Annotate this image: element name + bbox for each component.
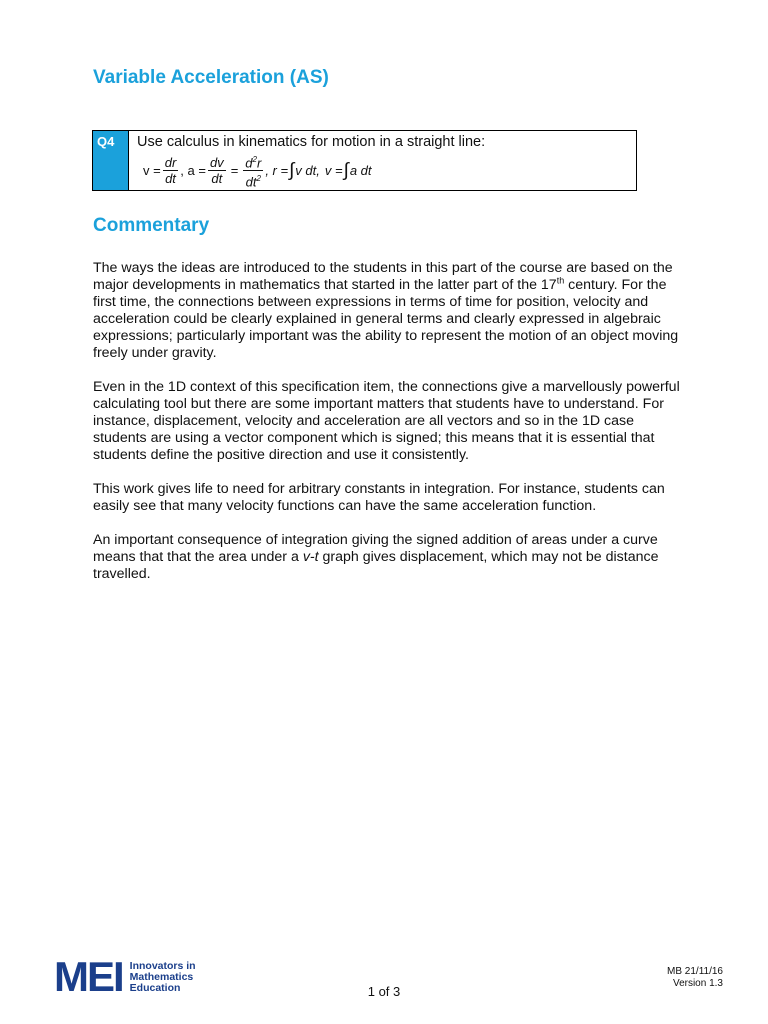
fraction-numerator: dr <box>164 155 177 171</box>
logo-line-1: Innovators in <box>129 959 196 972</box>
ordinal-superscript: th <box>556 275 565 286</box>
fraction-dr-dt <box>163 155 179 186</box>
formula-v-dt: v dt, <box>295 163 320 179</box>
fraction-denominator: dt <box>211 171 223 187</box>
superscript-2: 2 <box>256 174 261 184</box>
question-content <box>129 131 636 190</box>
logo-line-3: Education <box>129 981 181 994</box>
question-label: Q4 <box>93 131 129 190</box>
formula-a-eq: , a = <box>180 163 206 179</box>
formula-equals: = <box>230 163 239 179</box>
integral-sign: ∫ <box>289 159 295 181</box>
paragraph-2: Even in the 1D context of this specification item, the connections give a marvellously powerful calculating tool but there are some important matters that students have to understand. For instance, displacement, velocity and acceleration are all vectors and so in the 1D case students are using a vector component which is signed; this means that it is essential that students define the positive direction and use it consistently. <box>93 379 680 463</box>
formula-r-eq: , r = <box>265 163 289 179</box>
page-title: Variable Acceleration (AS) <box>93 67 329 88</box>
paragraph-4-text-a: An important consequence of integration giving the signed addition of areas under a curve means that that the area under a <box>93 532 658 565</box>
paragraph-1 <box>93 260 683 362</box>
formula-a-dt: a dt <box>349 163 372 179</box>
paragraph-4 <box>93 532 683 583</box>
paragraph-1-text-a: The ways the ideas are introduced to the students in this part of the course are based on the major developments in mathematics that started in the latter part of the 17 <box>93 260 673 293</box>
fraction-denominator: dt <box>165 171 176 187</box>
dt-symbol: dt <box>245 174 257 190</box>
question-text: Use calculus in kinematics for motion in a straight line: <box>137 134 486 150</box>
document-ref: MB 21/11/16 <box>667 966 723 977</box>
logo-mark: MEI <box>54 953 123 1000</box>
commentary-heading: Commentary <box>93 215 210 236</box>
formula-v-eq-2: v = <box>324 163 343 179</box>
formula-v-eq: v = <box>143 163 161 179</box>
logo-line-2: Mathematics <box>129 970 194 983</box>
integral-sign: ∫ <box>343 159 349 181</box>
r-symbol: r <box>256 155 262 171</box>
d-symbol: d <box>245 155 253 171</box>
paragraph-1-text-b: century. For the first time, the connections between expressions in terms of time for position, velocity and acceleration could be clearly explained in general terms and clearly expressed in algebraic expressions; particularly important was the ability to represent the motion of an object moving freely under gravity. <box>93 277 679 361</box>
document-version: Version 1.3 <box>672 978 723 989</box>
commentary-body <box>93 260 683 600</box>
fraction-dv-dt <box>208 155 226 186</box>
fraction-numerator <box>243 152 263 171</box>
superscript-2: 2 <box>252 155 257 164</box>
fraction-numerator: dv <box>209 155 224 171</box>
fraction-d2r-dt2 <box>243 152 263 190</box>
paragraph-3: This work gives life to need for arbitrary constants in integration. For instance, students can easily see that many velocity functions can have the same acceleration function. <box>93 481 665 514</box>
question-box <box>92 130 637 191</box>
kinematics-formula <box>143 152 636 190</box>
paragraph-4-text-b: graph gives displacement, which may not be distance travelled. <box>93 549 659 582</box>
document-meta <box>667 966 723 990</box>
page-number: 1 of 3 <box>367 984 401 999</box>
fraction-denominator <box>244 171 263 189</box>
paragraph-4-italic: v-t <box>302 549 319 565</box>
